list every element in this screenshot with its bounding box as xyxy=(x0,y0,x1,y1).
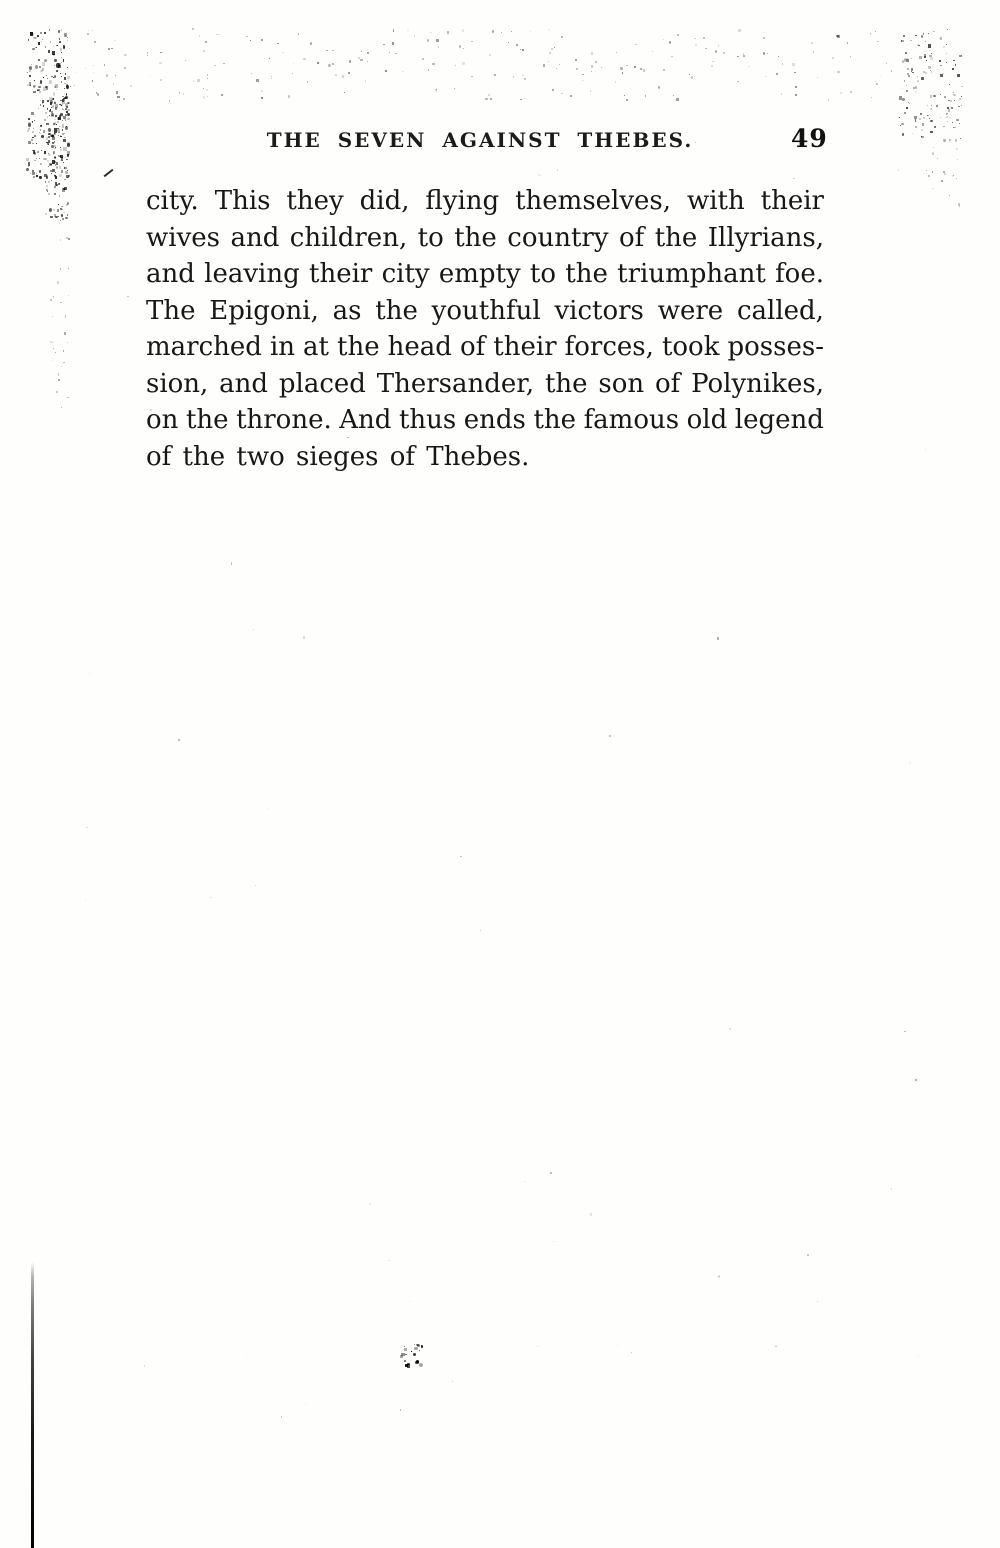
body-paragraph xyxy=(146,183,824,475)
ink-blot xyxy=(396,1338,428,1370)
text-line: city. This they did, flying themselves, with their xyxy=(146,186,824,216)
text-line: wives and children, to the country of the Illyrians, xyxy=(146,222,824,253)
text-line: on the throne. And thus ends the famous old legend xyxy=(146,405,824,435)
text-line: of the two sieges of Thebes. xyxy=(146,441,530,472)
pen-slash-mark xyxy=(104,169,114,177)
text-line: marched in at the head of their forces, took posses- xyxy=(146,332,824,362)
text-line: The Epigoni, as the youthful victors were called, xyxy=(146,295,824,326)
text-line: and leaving their city empty to the triumphant foe. xyxy=(146,259,824,289)
text-line: sion, and placed Thersander, the son of Polynikes, xyxy=(146,368,824,399)
running-header-title: THE SEVEN AGAINST THEBES. xyxy=(266,128,694,152)
book-spine-line xyxy=(31,1262,34,1548)
page-number: 49 xyxy=(791,124,828,153)
